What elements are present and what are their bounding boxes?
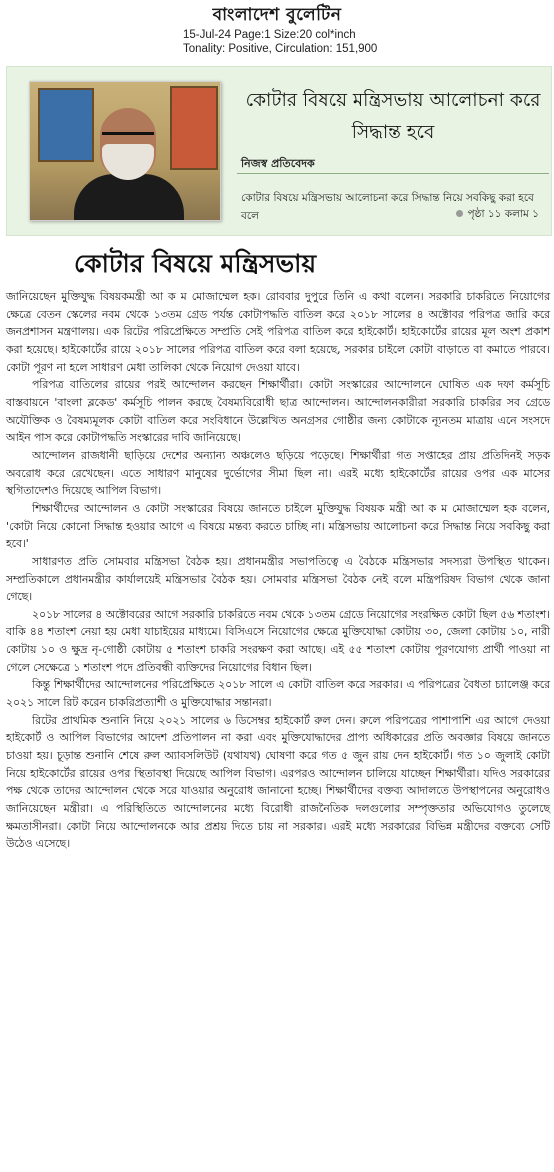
article-paragraph: শিক্ষার্থীদের আন্দোলন ও কোটা সংস্কারের বিষয়ে জানতে চাইলে মুক্তিযুদ্ধ বিষয়ক মন্ত্রী আ ক ম মোজাম্মেল হক বলেন, 'কোটা নিয়ে কোনো সিদ্ধান্ত হওয়ার আগে এ বিষয়ে মন্তব্য করতে চাচ্ছি না। মন্ত্রিসভায় আলোচনা করে সিদ্ধান্ত নিয়ে সবকিছু করা হবে।' xyxy=(6,501,550,551)
article-paragraph: ২০১৮ সালের ৪ অক্টোবরের আগে সরকারি চাকরিতে নবম থেকে ১৩তম গ্রেডে নিয়োগের সংরক্ষিত কোটা ছিল ৫৬ শতাংশ। বাকি ৪৪ শতাংশ নেয়া হয় মেধা যাচাইয়ের মাধ্যমে। বিসিএসে নিয়োগের ক্ষেত্রে মুক্তিযোদ্ধা কোটায় ৩০, জেলা কোটায় ১০, নারী কোটায় ১০ ও ক্ষুদ্র নৃ-গোষ্ঠী কোটায় ৫ শতাংশ চাকরি সংরক্ষণ করা আছে। এই ৫৫ শতাংশ কোটায় পূরণযোগ্য প্রার্থী পাওয়া না গেলে সেক্ষেত্রে ১ শতাংশ পদে প্রতিবন্ধী ব্যক্তিদের নিয়োগের বিধান ছিল। xyxy=(6,607,550,674)
banner-summary: কোটার বিষয়ে মন্ত্রিসভায় আলোচনা করে সিদ্ধান্ত নিয়ে সবকিছু করা হবে বলে xyxy=(241,192,534,222)
masthead xyxy=(0,2,554,30)
page-bullet-icon xyxy=(456,210,463,217)
article-paragraph: আন্দোলন রাজধানী ছাড়িয়ে দেশের অন্যান্য অঞ্চলেও ছড়িয়ে পড়েছে। শিক্ষার্থীরা গত সপ্তাহের প্রায় প্রতিদিনই সড়ক অবরোধ করে রেখেছেন। এতে সাধারণ মানুষের দুর্ভোগের সীমা ছিল না। এরই মধ্যে হাইকোর্টের রায়ের ওপর এক মাসের স্থগিতাদেশও দিয়েছে আপিল বিভাগ। xyxy=(6,448,550,498)
clipping-meta xyxy=(183,28,377,56)
article-body xyxy=(6,288,550,853)
article-paragraph: কিন্তু শিক্ষার্থীদের আন্দোলনের পরিপ্রেক্ষিতে ২০১৮ সালে এ কোটা বাতিল করে সরকার। এ পরিপত্রের বৈধতা চ্যালেঞ্জ করে ২০২১ সালে রিট করেন চাকরিপ্রত্যাশী ও মুক্তিযোদ্ধার সন্তানরা। xyxy=(6,678,550,710)
article-title: কোটার বিষয়ে মন্ত্রিসভায় xyxy=(74,249,317,278)
article-paragraph: রিটের প্রাথমিক শুনানি নিয়ে ২০২১ সালের ৬ ডিসেম্বর হাইকোর্ট রুল দেন। রুলে পরিপত্রের পাশাপাশি এর আগে দেওয়া হাইকোর্ট ও আপিল বিভাগের আদেশ প্রতিপালন না করা এবং মুক্তিযোদ্ধাদের প্রাপ্য অধিকারের প্রতি অবজ্ঞার বিষয়ে জানতে চাওয়া হয়। চূড়ান্ত শুনানি শেষে রুল অ্যাবসলিউট (যথাযথ) ঘোষণা করে গত ৫ জুন রায় দেন হাইকোর্ট। গত ১০ জুলাই কোটা নিয়ে হাইকোর্টের রায়ের ওপর স্থিতাবস্থা দিয়েছে আপিল বিভাগ। এরপরও আন্দোলন চালিয়ে যাচ্ছেন শিক্ষার্থীরা। যদিও সরকারের পক্ষ থেকে তাদের আন্দোলন থেকে সরে যাওয়ার অনুরোধ জানানো হচ্ছে। শিক্ষার্থীদের বক্তব্য আদালতে উপস্থাপনের অনুরোধও জানিয়েছেন মন্ত্রীরা। এ পরিস্থিতিতে আন্দোলনের মধ্যে বিরোধী রাজনৈতিক দলগুলোর সম্পৃক্ততার অভিযোগও তুলেছে ক্ষমতাসীনরা। কোটা নিয়ে আন্দোলনকে আর প্রশ্রয় দিতে চায় না সরকার। এরই মধ্যে সরকারের বিভিন্ন মন্ত্রীদের বক্তব্যে সেটি উঠেও এসেছে। xyxy=(6,713,550,851)
article-paragraph: সাধারণত প্রতি সোমবার মন্ত্রিসভা বৈঠক হয়। প্রধানমন্ত্রীর সভাপতিত্বে এ বৈঠকে মন্ত্রিসভার সদস্যরা উপস্থিত থাকেন। সম্প্রতিকালে প্রধানমন্ত্রীর কার্যালয়েই মন্ত্রিসভার বৈঠক হয়। সোমবার মন্ত্রিসভা বৈঠক নেই বলে মন্ত্রিপরিষদ বিভাগ থেকে জানা গেছে। xyxy=(6,554,550,604)
page-column-info xyxy=(456,207,539,224)
headline-banner xyxy=(6,66,552,236)
page-column-label: পৃষ্ঠা ১১ কলাম ১ xyxy=(467,208,539,220)
banner-headline: কোটার বিষয়ে মন্ত্রিসভায় আলোচনা করে সিদ্ধান্ত হবে xyxy=(245,90,541,143)
article-paragraph: পরিপত্র বাতিলের রায়ের পরই আন্দোলন করছেন শিক্ষার্থীরা। কোটা সংস্কারের আন্দোলনে ঘোষিত এক দফা কর্মসূচি বাস্তবায়নে 'বাংলা ব্লকেড' কর্মসূচি পালন করছে বৈষম্যবিরোধী ছাত্র আন্দোলন। আন্দোলনকারীরা সরকারি চাকরির সব গ্রেডে অযৌক্তিক ও বৈষম্যমূলক কোটা বাতিল করে সংবিধানে উল্লেখিত অনগ্রসর গোষ্ঠীর জন্য কোটাকে ন্যূনতম মাত্রায় এনে সংসদে আইন পাস করে কোটাপদ্ধতি সংস্কারের দাবি জানিয়েছে। xyxy=(6,378,550,445)
byline: নিজস্ব প্রতিবেদক xyxy=(241,157,315,170)
banner-divider xyxy=(237,173,549,174)
clipping-meta-date-size: 15-Jul-24 Page:1 Size:20 col*inch xyxy=(183,29,356,41)
article-paragraph: জানিয়েছেন মুক্তিযুদ্ধ বিষয়কমন্ত্রী আ ক ম মোজাম্মেল হক। রোববার দুপুরে তিনি এ কথা বলেন। সরকারি চাকরিতে নিয়োগের ক্ষেত্রে বেতন স্কেলের নবম থেকে ১৩তম গ্রেড পর্যন্ত কোটাপদ্ধতি বাতিল করে ২০১৮ সালের ৪ অক্টোবর পরিপত্র জারি করে জনপ্রশাসন মন্ত্রণালয়। এক রিটের পরিপ্রেক্ষিতে সম্প্রতি সেই পরিপত্র বাতিল করে হাইকোর্ট। হাইকোর্টের রায়ের মূল অংশ প্রকাশ করা হয়েছে। হাইকোর্টের রায়ে ২০১৮ সালের পরিপত্র বাতিল করে বলা হয়েছে, সরকার চাইলে কোটা বাড়াতে বা কমাতে পারবে। কোটা পূরণ না হলে সাধারণ মেধা তালিকা থেকে নিয়োগ দেওয়া যাবে। xyxy=(6,290,550,374)
clipping-meta-tonality: Tonality: Positive, Circulation: 151,900 xyxy=(183,43,378,55)
newspaper-name: বাংলাদেশ বুলেটিন xyxy=(212,5,342,25)
minister-photo xyxy=(29,81,221,221)
